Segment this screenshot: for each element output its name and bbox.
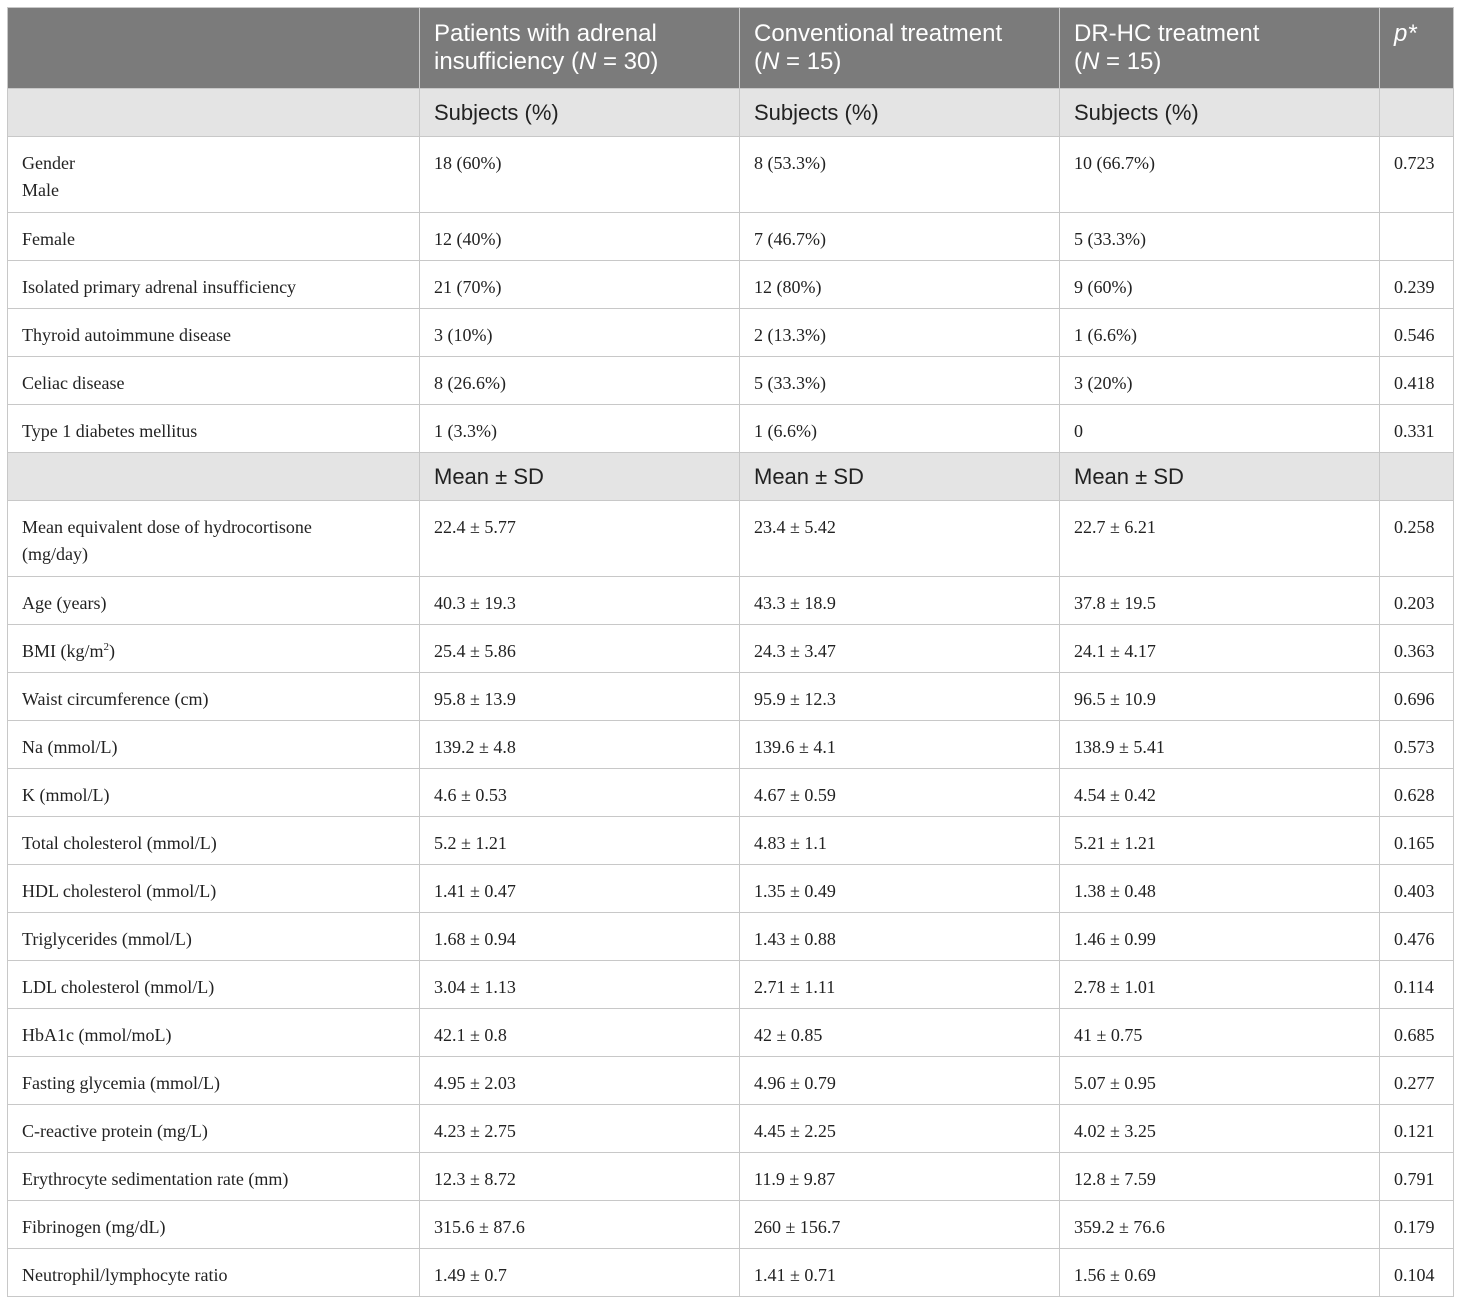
cell-p: 0.331 bbox=[1380, 405, 1454, 453]
table-row bbox=[8, 213, 1454, 261]
section-subjects-row bbox=[8, 89, 1454, 137]
cell-conventional: 7 (46.7%) bbox=[740, 213, 1060, 261]
table-row bbox=[8, 817, 1454, 865]
cell-all: 12 (40%) bbox=[420, 213, 740, 261]
cell-p: 0.277 bbox=[1380, 1057, 1454, 1105]
cell-all: 1.68 ± 0.94 bbox=[420, 913, 740, 961]
table-row bbox=[8, 1009, 1454, 1057]
cell-conventional: 43.3 ± 18.9 bbox=[740, 577, 1060, 625]
table-row bbox=[8, 577, 1454, 625]
row-label: LDL cholesterol (mmol/L) bbox=[8, 961, 420, 1009]
cell-conventional: 8 (53.3%) bbox=[740, 137, 1060, 213]
row-label: Thyroid autoimmune disease bbox=[8, 309, 420, 357]
cell-drhc: 3 (20%) bbox=[1060, 357, 1380, 405]
cell-drhc: 5.21 ± 1.21 bbox=[1060, 817, 1380, 865]
cell-all: 42.1 ± 0.8 bbox=[420, 1009, 740, 1057]
section-label: Subjects (%) bbox=[420, 89, 740, 137]
row-label: Neutrophil/lymphocyte ratio bbox=[8, 1249, 420, 1297]
header-all-patients: Patients with adrenal insufficiency (N = 30) bbox=[420, 8, 740, 89]
table-row bbox=[8, 769, 1454, 817]
row-label: Gender Male bbox=[8, 137, 420, 213]
table-row bbox=[8, 1201, 1454, 1249]
cell-all: 8 (26.6%) bbox=[420, 357, 740, 405]
section-label: Subjects (%) bbox=[740, 89, 1060, 137]
cell-all: 21 (70%) bbox=[420, 261, 740, 309]
cell-drhc: 96.5 ± 10.9 bbox=[1060, 673, 1380, 721]
cell-p: 0.179 bbox=[1380, 1201, 1454, 1249]
cell-drhc: 138.9 ± 5.41 bbox=[1060, 721, 1380, 769]
cell-all: 22.4 ± 5.77 bbox=[420, 501, 740, 577]
section-label: Mean ± SD bbox=[1060, 453, 1380, 501]
cell-p: 0.403 bbox=[1380, 865, 1454, 913]
cell-drhc: 1.56 ± 0.69 bbox=[1060, 1249, 1380, 1297]
cell-all: 1.49 ± 0.7 bbox=[420, 1249, 740, 1297]
cell-p: 0.363 bbox=[1380, 625, 1454, 673]
row-label: Fibrinogen (mg/dL) bbox=[8, 1201, 420, 1249]
header-row bbox=[8, 8, 1454, 89]
cell-drhc: 1.38 ± 0.48 bbox=[1060, 865, 1380, 913]
cell-all: 12.3 ± 8.72 bbox=[420, 1153, 740, 1201]
cell-p bbox=[1380, 213, 1454, 261]
table-row bbox=[8, 673, 1454, 721]
table-row bbox=[8, 1105, 1454, 1153]
cell-all: 3 (10%) bbox=[420, 309, 740, 357]
table-row bbox=[8, 1153, 1454, 1201]
cell-p: 0.685 bbox=[1380, 1009, 1454, 1057]
row-label: Type 1 diabetes mellitus bbox=[8, 405, 420, 453]
table-row bbox=[8, 913, 1454, 961]
cell-drhc: 2.78 ± 1.01 bbox=[1060, 961, 1380, 1009]
table-row bbox=[8, 865, 1454, 913]
cell-all: 95.8 ± 13.9 bbox=[420, 673, 740, 721]
cell-p: 0.696 bbox=[1380, 673, 1454, 721]
row-label: Age (years) bbox=[8, 577, 420, 625]
table-row bbox=[8, 501, 1454, 577]
cell-conventional: 4.83 ± 1.1 bbox=[740, 817, 1060, 865]
cell-all: 40.3 ± 19.3 bbox=[420, 577, 740, 625]
cell-p: 0.546 bbox=[1380, 309, 1454, 357]
cell-conventional: 5 (33.3%) bbox=[740, 357, 1060, 405]
cell-conventional: 2 (13.3%) bbox=[740, 309, 1060, 357]
cell-conventional: 260 ± 156.7 bbox=[740, 1201, 1060, 1249]
cell-drhc: 0 bbox=[1060, 405, 1380, 453]
cell-p: 0.628 bbox=[1380, 769, 1454, 817]
row-label: Mean equivalent dose of hydrocortisone (mg/day) bbox=[8, 501, 420, 577]
cell-drhc: 37.8 ± 19.5 bbox=[1060, 577, 1380, 625]
cell-conventional: 4.45 ± 2.25 bbox=[740, 1105, 1060, 1153]
table-row bbox=[8, 1057, 1454, 1105]
row-label: BMI $(kg/m^2)$ bbox=[8, 625, 420, 673]
table-row bbox=[8, 625, 1454, 673]
cell-drhc: 9 (60%) bbox=[1060, 261, 1380, 309]
cell-drhc: 4.02 ± 3.25 bbox=[1060, 1105, 1380, 1153]
cell-drhc: 359.2 ± 76.6 bbox=[1060, 1201, 1380, 1249]
cell-p: 0.239 bbox=[1380, 261, 1454, 309]
cell-all: 315.6 ± 87.6 bbox=[420, 1201, 740, 1249]
cell-conventional: 23.4 ± 5.42 bbox=[740, 501, 1060, 577]
cell-all: 25.4 ± 5.86 bbox=[420, 625, 740, 673]
cell-drhc: 4.54 ± 0.42 bbox=[1060, 769, 1380, 817]
row-label: Erythrocyte sedimentation rate (mm) bbox=[8, 1153, 420, 1201]
cell-drhc: 12.8 ± 7.59 bbox=[1060, 1153, 1380, 1201]
header-p-value: p* bbox=[1380, 8, 1454, 89]
cell-drhc: 41 ± 0.75 bbox=[1060, 1009, 1380, 1057]
table-row bbox=[8, 309, 1454, 357]
cell-conventional: 2.71 ± 1.11 bbox=[740, 961, 1060, 1009]
cell-all: 18 (60%) bbox=[420, 137, 740, 213]
cell-drhc: 1 (6.6%) bbox=[1060, 309, 1380, 357]
section-label: Mean ± SD bbox=[740, 453, 1060, 501]
cell-p: 0.791 bbox=[1380, 1153, 1454, 1201]
cell-all: 5.2 ± 1.21 bbox=[420, 817, 740, 865]
header-label-column bbox=[8, 8, 420, 89]
cell-drhc: 1.46 ± 0.99 bbox=[1060, 913, 1380, 961]
cell-conventional: 1.35 ± 0.49 bbox=[740, 865, 1060, 913]
cell-all: 3.04 ± 1.13 bbox=[420, 961, 740, 1009]
row-label: HbA1c (mmol/moL) bbox=[8, 1009, 420, 1057]
row-label: Fasting glycemia (mmol/L) bbox=[8, 1057, 420, 1105]
section-label: Mean ± SD bbox=[420, 453, 740, 501]
table-row bbox=[8, 137, 1454, 213]
cell-drhc: 10 (66.7%) bbox=[1060, 137, 1380, 213]
cell-p: 0.104 bbox=[1380, 1249, 1454, 1297]
cell-conventional: 1.43 ± 0.88 bbox=[740, 913, 1060, 961]
row-label: K (mmol/L) bbox=[8, 769, 420, 817]
cell-p: 0.165 bbox=[1380, 817, 1454, 865]
table-row bbox=[8, 357, 1454, 405]
table-row bbox=[8, 405, 1454, 453]
cell-all: 4.95 ± 2.03 bbox=[420, 1057, 740, 1105]
cell-conventional: 11.9 ± 9.87 bbox=[740, 1153, 1060, 1201]
table-row bbox=[8, 721, 1454, 769]
cell-conventional: 4.67 ± 0.59 bbox=[740, 769, 1060, 817]
row-label: Female bbox=[8, 213, 420, 261]
cell-p: 0.121 bbox=[1380, 1105, 1454, 1153]
cell-p: 0.476 bbox=[1380, 913, 1454, 961]
cell-drhc: 22.7 ± 6.21 bbox=[1060, 501, 1380, 577]
row-label: Celiac disease bbox=[8, 357, 420, 405]
cell-conventional: 12 (80%) bbox=[740, 261, 1060, 309]
cell-p: 0.114 bbox=[1380, 961, 1454, 1009]
section-mean-sd-row bbox=[8, 453, 1454, 501]
cell-p: 0.723 bbox=[1380, 137, 1454, 213]
cell-all: 4.23 ± 2.75 bbox=[420, 1105, 740, 1153]
cell-drhc: 5.07 ± 0.95 bbox=[1060, 1057, 1380, 1105]
row-label: Waist circumference (cm) bbox=[8, 673, 420, 721]
cell-all: 4.6 ± 0.53 bbox=[420, 769, 740, 817]
cell-conventional: 139.6 ± 4.1 bbox=[740, 721, 1060, 769]
section-label: Subjects (%) bbox=[1060, 89, 1380, 137]
row-label: C-reactive protein (mg/L) bbox=[8, 1105, 420, 1153]
header-conventional: Conventional treatment (N = 15) bbox=[740, 8, 1060, 89]
table-row bbox=[8, 961, 1454, 1009]
cell-p: 0.203 bbox=[1380, 577, 1454, 625]
row-label: HDL cholesterol (mmol/L) bbox=[8, 865, 420, 913]
cell-p: 0.573 bbox=[1380, 721, 1454, 769]
cell-p: 0.258 bbox=[1380, 501, 1454, 577]
row-label: Triglycerides (mmol/L) bbox=[8, 913, 420, 961]
row-label: Total cholesterol (mmol/L) bbox=[8, 817, 420, 865]
table-row bbox=[8, 1249, 1454, 1297]
row-label: Isolated primary adrenal insufficiency bbox=[8, 261, 420, 309]
baseline-characteristics-table bbox=[7, 7, 1454, 1297]
cell-p: 0.418 bbox=[1380, 357, 1454, 405]
cell-conventional: 1.41 ± 0.71 bbox=[740, 1249, 1060, 1297]
cell-all: 139.2 ± 4.8 bbox=[420, 721, 740, 769]
cell-conventional: 24.3 ± 3.47 bbox=[740, 625, 1060, 673]
table-row bbox=[8, 261, 1454, 309]
header-drhc: DR-HC treatment (N = 15) bbox=[1060, 8, 1380, 89]
cell-conventional: 4.96 ± 0.79 bbox=[740, 1057, 1060, 1105]
cell-all: 1 (3.3%) bbox=[420, 405, 740, 453]
cell-conventional: 95.9 ± 12.3 bbox=[740, 673, 1060, 721]
cell-drhc: 5 (33.3%) bbox=[1060, 213, 1380, 261]
row-label: Na (mmol/L) bbox=[8, 721, 420, 769]
cell-drhc: 24.1 ± 4.17 bbox=[1060, 625, 1380, 673]
cell-all: 1.41 ± 0.47 bbox=[420, 865, 740, 913]
cell-conventional: 42 ± 0.85 bbox=[740, 1009, 1060, 1057]
cell-conventional: 1 (6.6%) bbox=[740, 405, 1060, 453]
